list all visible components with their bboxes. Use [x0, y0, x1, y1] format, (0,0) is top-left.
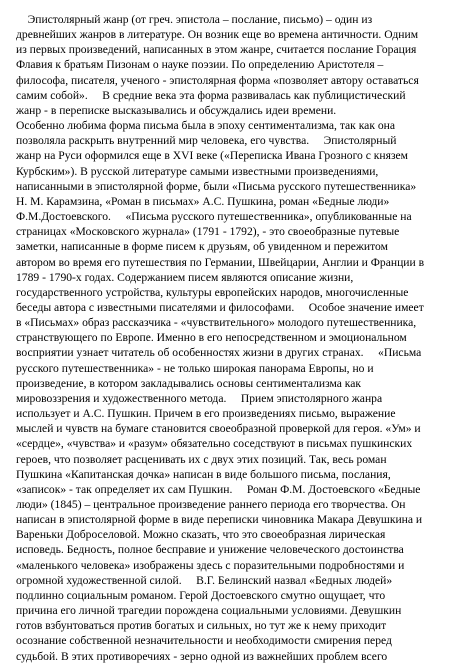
text-line: Флавия к братьям Пизонам о науке поэзии. По определению Аристотеля –	[16, 58, 384, 72]
text-line: осознание собственной незначительности и необходимости смирения перед	[16, 634, 392, 648]
text-line: причина его личной трагедии порождена социальными условиями. Девушкин	[16, 604, 402, 618]
text-line: философа, писателя, ученого - эпистолярная форма «позволяет автору оставаться	[16, 73, 419, 87]
text-line: Ф.М.Достоевского. «Письма русского путешественника», опубликованные на	[16, 210, 412, 224]
text-line: готов взбунтоваться против богатых и сильных, но тут же к нему приходит	[16, 619, 387, 633]
text-line: произведение, в котором закладывались основы сентиментализма как	[16, 376, 362, 390]
text-line: «маленького человека» изображены здесь с поразительными подробностями и	[16, 558, 405, 572]
text-line: Особенно любима форма письма была в эпоху сентиментализма, так как она	[16, 119, 395, 133]
text-line: беседы автора с известными писателями и философами. Особое значение имеет	[16, 300, 424, 314]
text-line: судьбой. В этих противоречиях - зерно одной из важнейших проблем всего	[16, 649, 388, 663]
text-line: героев, что позволяет расценивать их с двух этих позиций. Так, весь роман	[16, 452, 387, 466]
text-line: позволяла раскрыть внутренний мир человека, его чувства. Эпистолярный	[16, 134, 397, 148]
text-line: исповедь. Бедность, полное бесправие и унижение человеческого достоинства	[16, 543, 404, 557]
text-line: написан в эпистолярной форме в виде переписки чиновника Макара Девушкина и	[16, 513, 423, 527]
document-body-text	[16, 12, 464, 664]
text-line: «записок» - так определяет их сам Пушкин. Роман Ф.М. Достоевского «Бедные	[16, 482, 421, 496]
text-line: страницах «Московского журнала» (1791 - 1792), - это своеобразные путевые	[16, 225, 400, 239]
text-line: государственного устройства, культуры европейских народов, многочисленные	[16, 285, 409, 299]
text-line: написанными в эпистолярной форме, были «Письма русского путешественника»	[16, 179, 417, 193]
text-line: Вареньки Доброселовой. Можно сказать, что это своеобразная лирическая	[16, 528, 386, 542]
text-line: Н. М. Карамзина, «Роман в письмах» А.С. Пушкина, роман «Бедные люди»	[16, 194, 390, 208]
text-line: люди» (1845) – центральное произведение раннего периода его творчества. Он	[16, 498, 406, 511]
text-line: подлинно социальным романом. Герой Достоевского смутно ощущает, что	[16, 588, 386, 602]
text-line: мировоззрения и художественного метода. Прием эпистолярного жанра	[16, 391, 383, 405]
text-line: восприятии узнает читатель об особенностях жизни в других странах. «Письма	[16, 346, 422, 360]
text-line: 1789 - 1790-х годах. Содержанием писем являются описание жизни,	[16, 270, 354, 284]
text-line: огромной художественной силой. В.Г. Белинский назвал «Бедных людей»	[16, 573, 393, 587]
text-line: странствующего по Европе. Именно в его непосредственном и эмоциональном	[16, 331, 407, 345]
text-line: древнейших жанров в литературе. Он возник еще во времена античности. Одним	[16, 28, 419, 42]
text-line: автором во время его путешествия по Германии, Швейцарии, Англии и Франции в	[16, 255, 425, 269]
text-line: самим собой». В средние века эта форма развивалась как публицистический	[16, 88, 406, 102]
text-line: Пушкина «Капитанская дочка» написан в виде большого письма, послания,	[16, 467, 391, 481]
text-line: русского путешественника» - не только широкая панорама Европы, но и	[16, 361, 374, 375]
text-line: «сердце», «чувства» и «разум» обязательно соседствуют в письмах пушкинских	[16, 437, 413, 451]
text-line: жанр - в переписке высказывались и обсуждались идеи времени.	[16, 103, 337, 117]
text-line: из первых произведений, написанных в этом жанре, считается послание Горация	[16, 43, 417, 57]
text-line: Эпистолярный жанр (от греч. эпистола – послание, письмо) – один из	[16, 13, 373, 26]
text-line: в «Письмах» образ рассказчика - «чувствительного» молодого путешественника,	[16, 316, 417, 330]
text-line: использует и А.С. Пушкин. Причем в его произведениях письмо, выражение	[16, 407, 396, 421]
text-line: жанр на Руси оформился еще в XVI веке («Переписка Ивана Грозного с князем	[16, 149, 409, 163]
text-line: заметки, написанные в форме писем к друзьям, об увиденном и пережитом	[16, 240, 388, 254]
text-line: Курбским»). В русской литературе самыми известными произведениями,	[16, 164, 379, 178]
text-line: мыслей и чувств на бумаге становится своеобразной проверкой для героя. «Ум» и	[16, 422, 421, 436]
